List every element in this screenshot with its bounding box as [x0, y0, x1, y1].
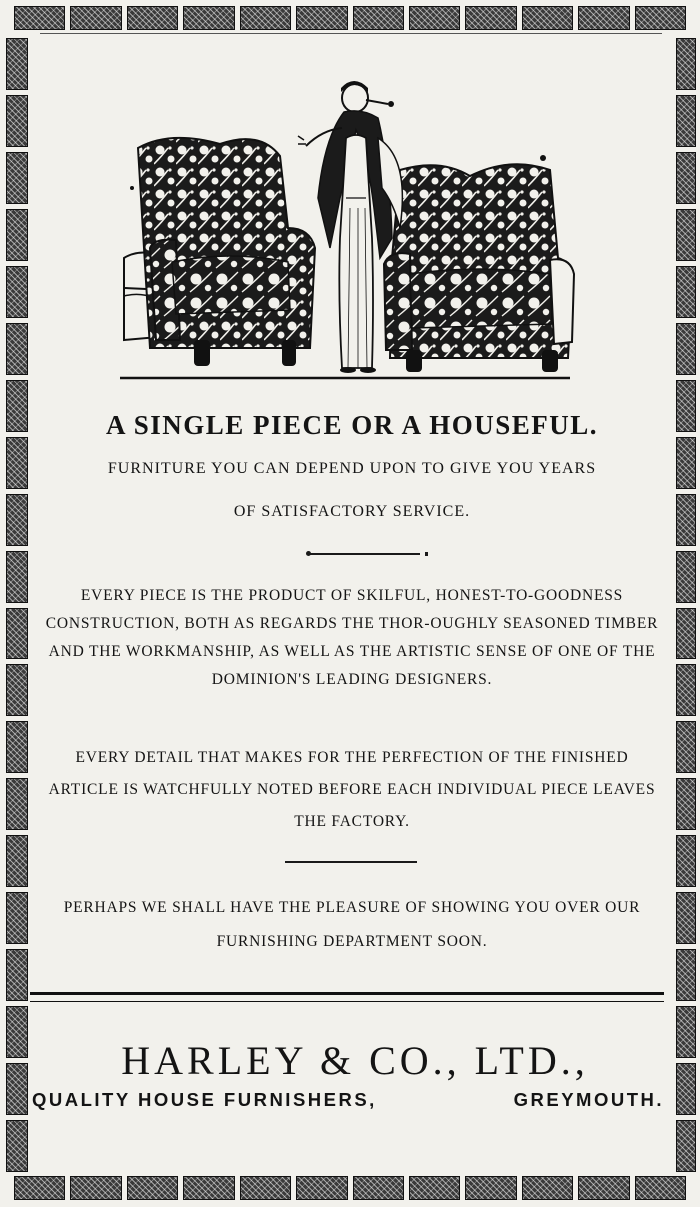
body-paragraph-construction: EVERY PIECE IS THE PRODUCT OF SKILFUL, HONEST-TO-GOODNESS CONSTRUCTION, BOTH AS REGARDS THE THOR-OUGHLY SEASONED TIMBER AND THE WORKMANSHIP, AS WELL AS THE ARTISTIC SENSE OF ONE OF THE DOMINION'S LEADING DESIGNERS.: [45, 587, 659, 688]
body-paragraph-detail: EVERY DETAIL THAT MAKES FOR THE PERFECTION OF THE FINISHED ARTICLE IS WATCHFULLY NOTED BEFORE EACH INDIVIDUAL PIECE LEAVES THE FACTORY.: [48, 749, 656, 830]
inner-top-rule: [40, 33, 662, 34]
company-tagline-row: [32, 1089, 664, 1111]
decorative-border-right: [676, 38, 696, 1172]
company-town: GREYMOUTH.: [513, 1089, 664, 1110]
body-paragraph-invitation: PERHAPS WE SHALL HAVE THE PLEASURE OF SHOWING YOU OVER OUR FURNISHING DEPARTMENT SOON.: [63, 899, 641, 950]
subheadline-line-2: OF SATISFACTORY SERVICE.: [233, 503, 471, 520]
subheadline-line-1: FURNITURE YOU CAN DEPEND UPON TO GIVE YOU YEARS: [107, 460, 597, 477]
decorative-border-bottom: [14, 1176, 686, 1200]
divider-rule: [285, 861, 417, 863]
furniture-illustration-icon: [110, 78, 590, 388]
headline: A SINGLE PIECE OR A HOUSEFUL.: [105, 410, 599, 440]
ornamental-divider: [310, 553, 420, 555]
footer-double-rule: [30, 992, 664, 1002]
decorative-border-left: [6, 38, 28, 1172]
decorative-border-top: [14, 6, 686, 30]
company-name: HARLEY & CO., LTD.,: [121, 1038, 589, 1083]
company-tagline: QUALITY HOUSE FURNISHERS,: [32, 1089, 377, 1110]
